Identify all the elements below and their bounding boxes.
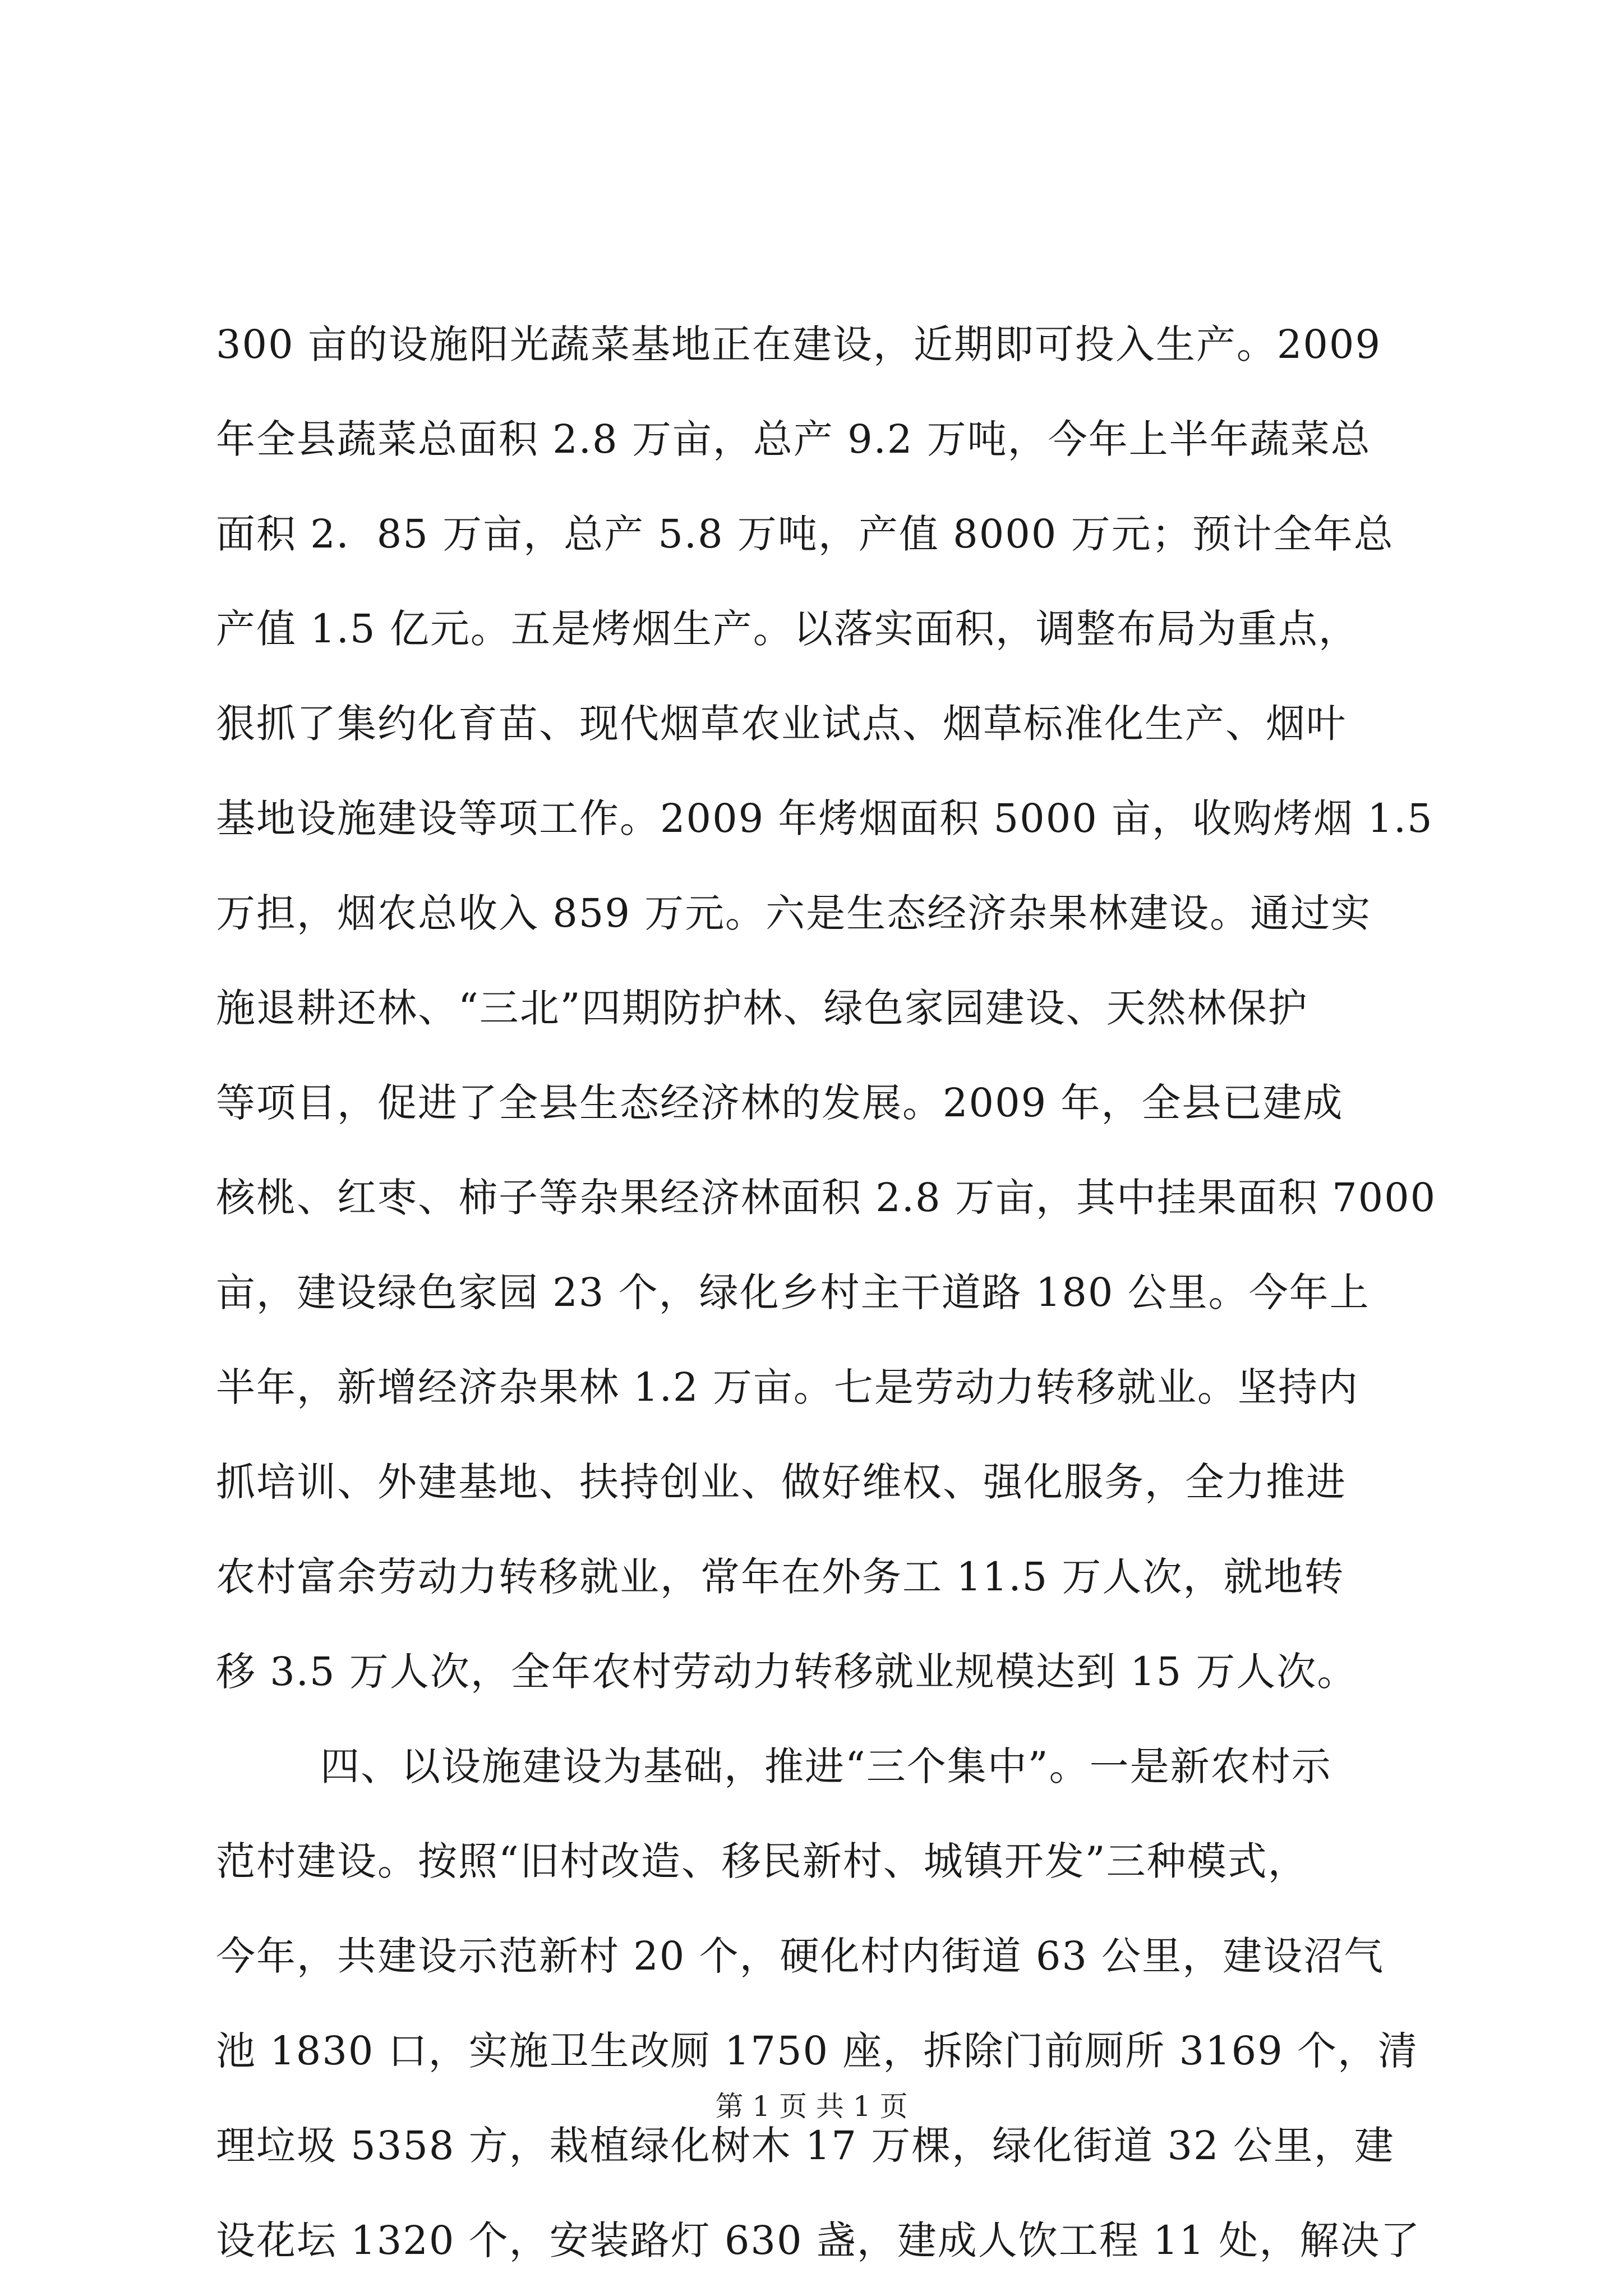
text-line: 产值 1.5 亿元。五是烤烟生产。以落实面积，调整布局为重点， <box>216 606 1359 652</box>
text-line: 狠抓了集约化育苗、现代烟草农业试点、烟草标准化生产、烟叶 <box>216 701 1347 747</box>
document-body <box>216 297 1438 2288</box>
paragraph-start-line: 四、以设施建设为基础，推进“三个集中”。一是新农村示 <box>320 1743 1332 1789</box>
text-line: 面积 2．85 万亩，总产 5.8 万吨，产值 8000 万元；预计全年总 <box>216 511 1394 557</box>
text-line: 抓培训、外建基地、扶持创业、做好维权、强化服务，全力推进 <box>216 1459 1347 1505</box>
page-number-footer: 第 1 页 共 1 页 <box>715 2090 908 2123</box>
text-line: 核桃、红枣、柿子等杂果经济林面积 2.8 万亩，其中挂果面积 7000 <box>216 1175 1437 1221</box>
text-line: 农村富余劳动力转移就业，常年在外务工 11.5 万人次，就地转 <box>216 1554 1345 1600</box>
text-line: 池 1830 口，实施卫生改厕 1750 座，拆除门前厕所 3169 个，清 <box>216 2028 1418 2074</box>
text-line: 300 亩的设施阳光蔬菜基地正在建设，近期即可投入生产。2009 <box>216 321 1382 367</box>
text-line: 基地设施建设等项工作。2009 年烤烟面积 5000 亩，收购烤烟 1.5 <box>216 795 1433 841</box>
text-line: 施退耕还林、“三北”四期防护林、绿色家园建设、天然林保护 <box>216 985 1308 1031</box>
text-line: 亩，建设绿色家园 23 个，绿化乡村主干道路 180 公里。今年上 <box>216 1269 1370 1315</box>
text-line: 范村建设。按照“旧村改造、移民新村、城镇开发”三种模式， <box>216 1838 1308 1884</box>
text-line: 今年，共建设示范新村 20 个，硬化村内街道 63 公里，建设沼气 <box>216 1933 1385 1979</box>
text-line: 移 3.5 万人次，全年农村劳动力转移就业规模达到 15 万人次。 <box>216 1649 1358 1695</box>
text-line: 等项目，促进了全县生态经济林的发展。2009 年，全县已建成 <box>216 1080 1344 1126</box>
text-line: 万担，烟农总收入 859 万元。六是生态经济杂果林建设。通过实 <box>216 890 1372 936</box>
text-line: 理垃圾 5358 方，栽植绿化树木 17 万棵，绿化街道 32 公里，建 <box>216 2123 1395 2169</box>
text-line: 半年，新增经济杂果林 1.2 万亩。七是劳动力转移就业。坚持内 <box>216 1364 1359 1410</box>
text-line: 设花坛 1320 个，安装路灯 630 盏，建成人饮工程 11 处，解决了 <box>216 2217 1421 2263</box>
text-line: 年全县蔬菜总面积 2.8 万亩，总产 9.2 万吨，今年上半年蔬菜总 <box>216 416 1371 462</box>
